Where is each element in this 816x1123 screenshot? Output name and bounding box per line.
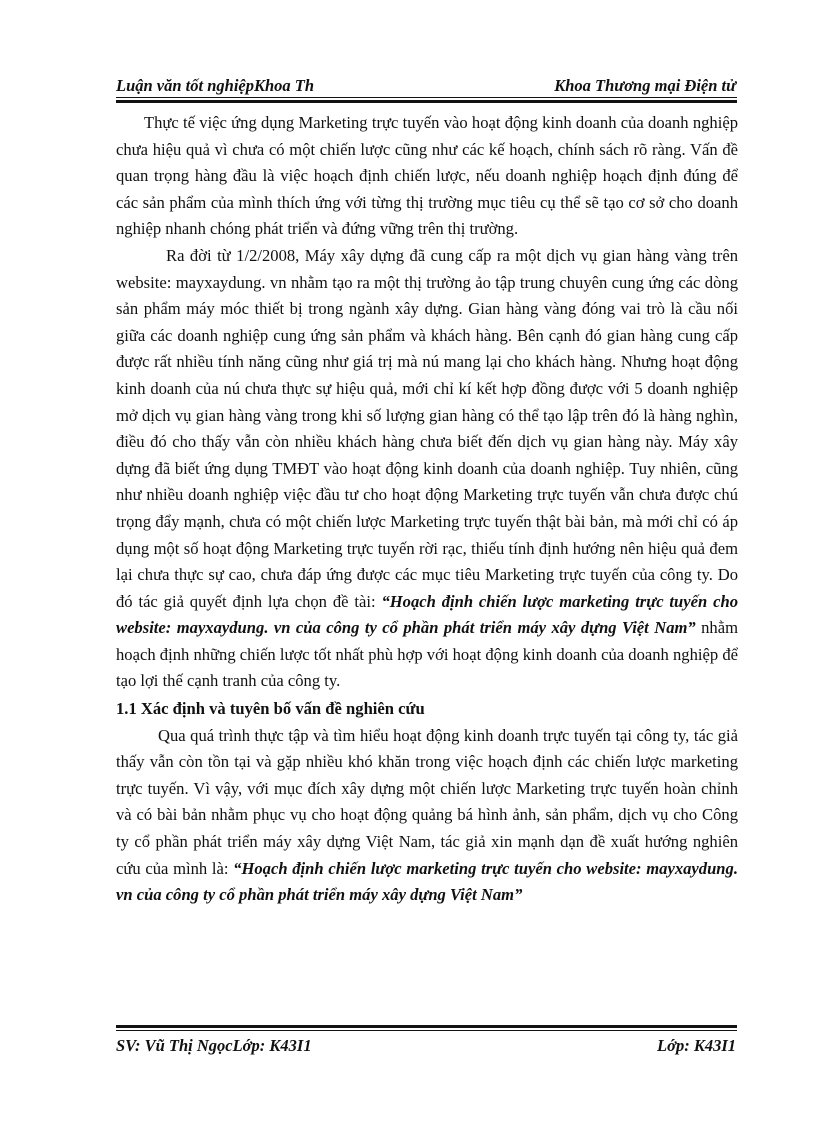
paragraph-3 (116, 723, 738, 909)
page-header (116, 72, 736, 96)
paragraph-3-text: Qua quá trình thực tập và tìm hiểu hoạt động kinh doanh trực tuyến tại công ty, tác giả thấy vẫn còn tồn tại và gặp nhiều khó khăn trong việc hoạch định các chiến lược marketing trực tuyến. Vì vậy, với mục đích xây dựng một chiến lược Marketing trực tuyến hoàn chỉnh và có bài bản nhằm phục vụ cho hoạt động quảng bá hình ảnh, sản phẩm, dịch vụ cho Công ty cổ phần phát triển máy xây dựng Việt Nam, tác giả xin mạnh dạn đề xuất hướng nghiên cứu của mình là: (116, 725, 738, 878)
header-rule-thin (116, 97, 737, 98)
footer-rule-thick (116, 1025, 737, 1028)
paragraph-3-topic-title: “Hoạch định chiến lược marketing trực tuyến cho website: mayxaydung. vn của công ty cổ phần phát triển máy xây dựng Việt Nam” (116, 858, 738, 905)
header-faculty: Khoa Thương mại Điện tử (554, 76, 736, 95)
header-thesis-title: Luận văn tốt nghiệpKhoa Th (116, 76, 315, 95)
header-rule-thick (116, 100, 737, 103)
footer-rule-thin (116, 1030, 737, 1031)
paragraph-2-text: Ra đời từ 1/2/2008, Máy xây dựng đã cung cấp ra một dịch vụ gian hàng vàng trên website: mayxaydung. vn nhằm tạo ra một thị trường ảo tập trung chuyên cung ứng các dòng sản phẩm máy móc thiết bị trong ngành xây dựng. Gian hàng vàng đóng vai trò là cầu nối giữa các doanh nghiệp cung ứng sản phẩm và khách hàng. Bên cạnh đó gian hàng cung cấp được rất nhiều tính năng cũng như giá trị mà nú mang lại cho khách hàng. Nhưng hoạt động kinh doanh của nú chưa thực sự hiệu quả, mới chỉ kí kết hợp đồng được với 5 doanh nghiệp mở dịch vụ gian hàng vàng trong khi số lượng gian hàng có thể tạo lập trên đó là hàng nghìn, điều đó cho thấy vẫn còn nhiều khách hàng chưa biết đến dịch vụ gian hàng này. Máy xây dựng đã biết ứng dụng TMĐT vào hoạt động kinh doanh của doanh nghiệp. Tuy nhiên, cũng như nhiều doanh nghiệp việc đầu tư cho hoạt động Marketing trực tuyến vẫn chưa được chú trọng đẩy mạnh, chưa có một chiến lược Marketing trực tuyến thật bài bản, mà mới chỉ có áp dụng một số hoạt động Marketing trực tuyến rời rạc, thiếu tính định hướng nên hiệu quả đem lại chưa thực sự cao, chưa đáp ứng được các mục tiêu Marketing trực tuyến của công ty. Do đó tác giả quyết định lựa chọn đề tài: (116, 245, 738, 611)
page-footer (116, 1034, 736, 1058)
paragraph-2-topic-title: “Hoạch định chiến lược marketing trực tuyến cho website: mayxaydung. vn của công ty cổ phần phát triển máy xây dựng Việt Nam” (116, 591, 738, 638)
footer-student: SV: Vũ Thị NgọcLớp: K43I1 (116, 1036, 312, 1055)
paragraph-2-end: nhằm hoạch định những chiến lược tốt nhất phù hợp với hoạt động kinh doanh của doanh nghiệp để tạo lợi thế cạnh tranh của công ty. (116, 618, 739, 691)
paragraph-2 (116, 243, 738, 695)
footer-class: Lớp: K43I1 (657, 1036, 736, 1055)
body-text (116, 110, 738, 909)
paragraph-1: Thực tế việc ứng dụng Marketing trực tuyến vào hoạt động kinh doanh của doanh nghiệp chưa hiệu quả vì chưa có một chiến lược cũng như các kế hoạch, chính sách rõ ràng. Vấn đề quan trọng hàng đầu là việc hoạch định chiến lược, nếu doanh nghiệp hoạch định đúng để các sản phẩm của mình thích ứng với từng thị trường mục tiêu cụ thể sẽ tạo cơ sở cho doanh nghiệp nhanh chóng phát triển và đứng vững trên thị trường. (116, 113, 738, 239)
section-heading: 1.1 Xác định và tuyên bố vấn đề nghiên cứu (116, 699, 425, 719)
